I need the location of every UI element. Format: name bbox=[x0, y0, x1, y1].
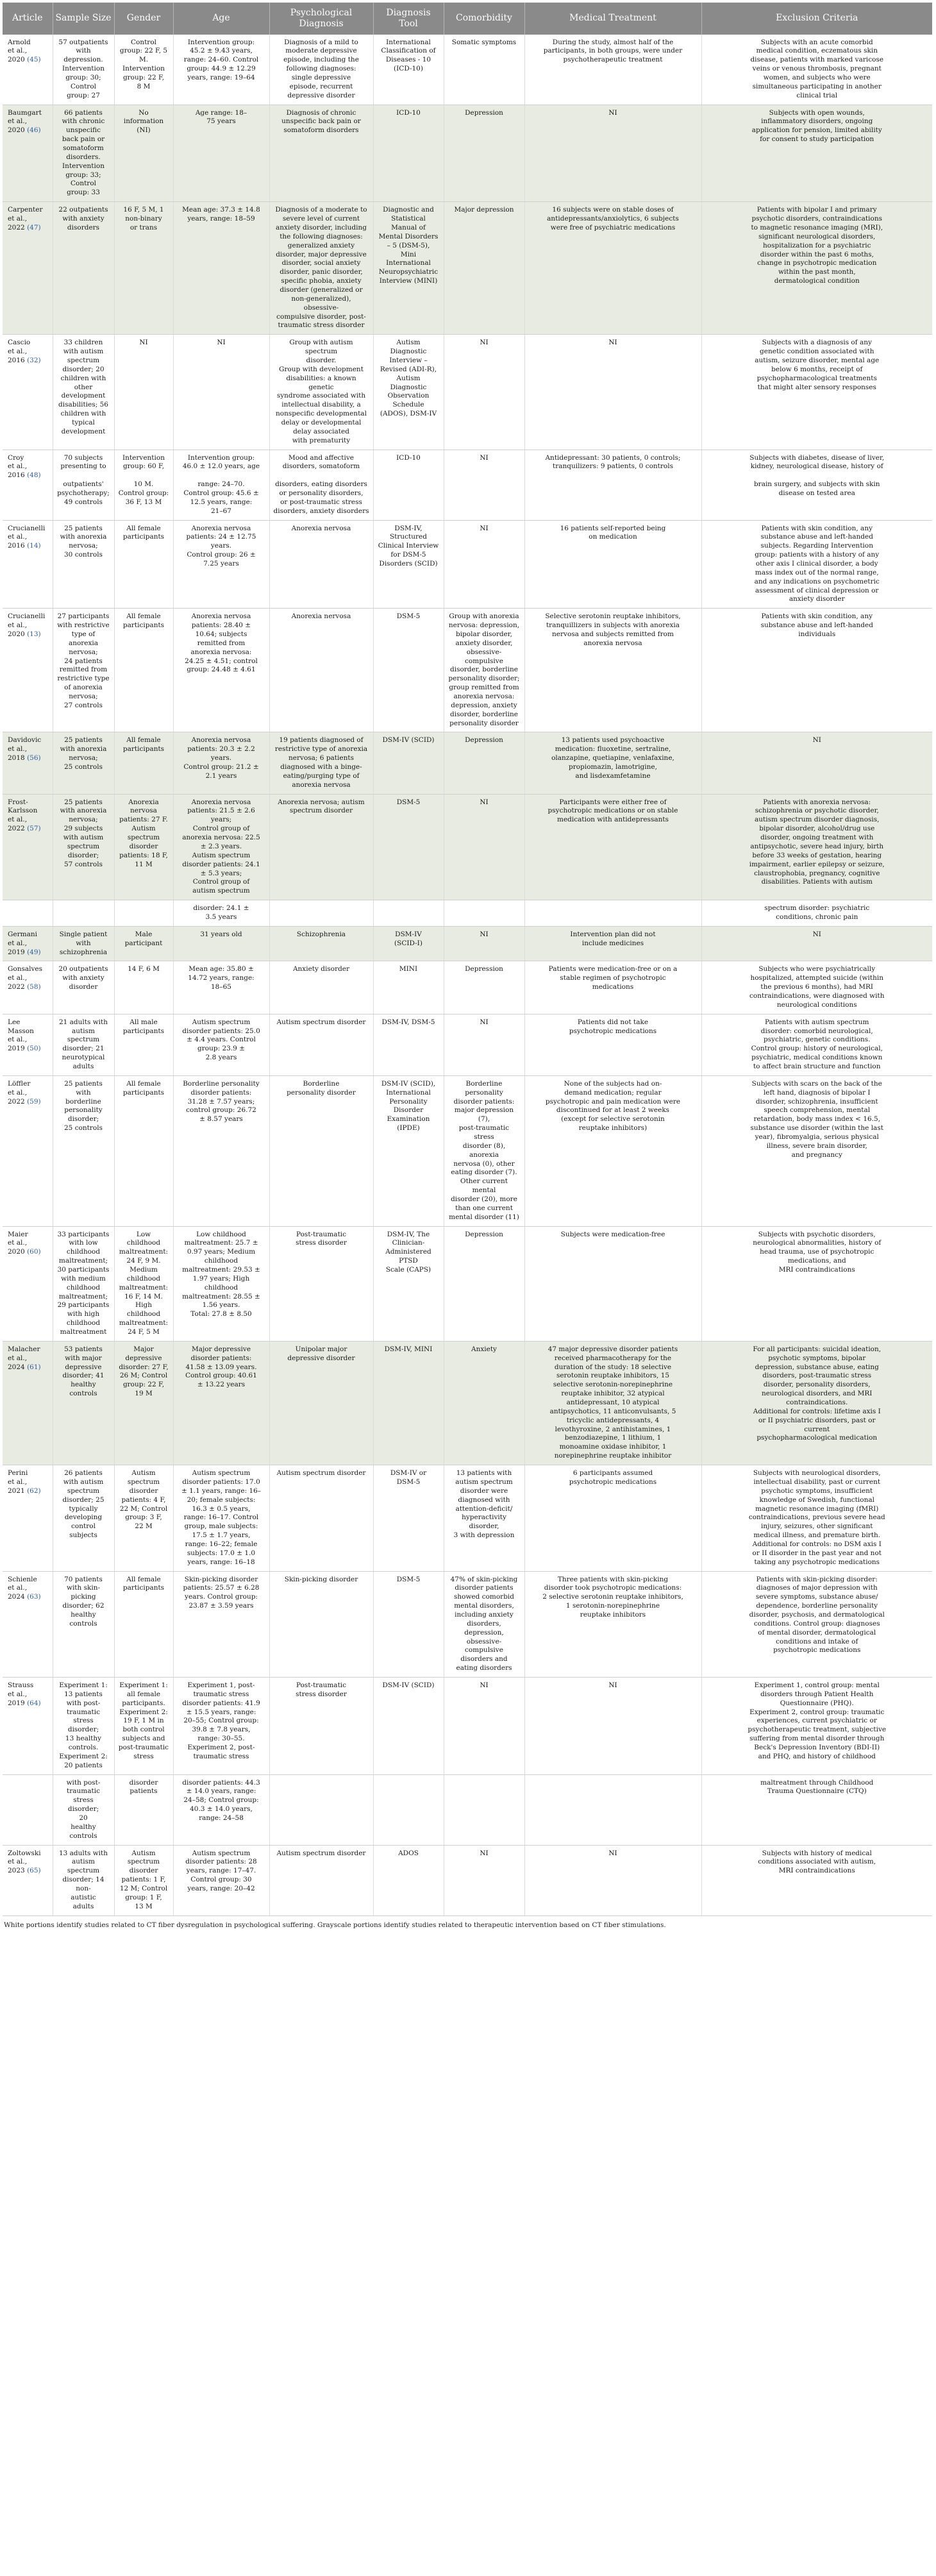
diagnosis-cell: Autism spectrum disorder bbox=[269, 1845, 373, 1915]
comorbidity-cell: Depression bbox=[444, 1226, 524, 1341]
diagnosis-cell: Group with autism spectrum disorder. Group with development disabilities: a known genetic syndrome associated with intellectual disability, a nonspecific developmental delay or developmental delay associated with prematurity bbox=[269, 335, 373, 450]
diagnosis-cell: Anorexia nervosa bbox=[269, 609, 373, 732]
gender-cell: All female participants bbox=[114, 1075, 173, 1226]
comorbidity-cell: Somatic symptoms bbox=[444, 35, 524, 105]
table-row bbox=[3, 202, 932, 335]
comorbidity-cell: NI bbox=[444, 520, 524, 609]
article-cell bbox=[3, 520, 53, 609]
age-cell: NI bbox=[173, 335, 269, 450]
diagnosis-tool-cell: DSM-5 bbox=[373, 609, 444, 732]
exclusion-criteria-cell: Experiment 1, control group: mental disorders through Patient Health Questionnaire (PHQ). Experiment 2, control group: traumatic experiences, current psychiatric or psychotherapeutic treatment, subjective suffering from mental disorder through Beck's Depression Inventory (BDI-II) and PHQ, and history of childhood bbox=[701, 1677, 932, 1774]
article-cell bbox=[3, 609, 53, 732]
age-cell: Skin-picking disorder patients: 25.57 ± 6.28 years. Control group: 23.87 ± 3.59 years bbox=[173, 1571, 269, 1677]
citation-link[interactable]: (48) bbox=[27, 471, 41, 480]
comorbidity-cell: Borderline personality disorder patients: major depression (7), post-traumatic stress disorder (8), anorexia nervosa (0), other eating disorder (7). Other current mental disorder (20), more than one current mental disorder (11) bbox=[444, 1075, 524, 1226]
diagnosis-tool-cell: ICD-10 bbox=[373, 105, 444, 202]
age-cell: disorder: 24.1 ± 3.5 years bbox=[173, 900, 269, 927]
exclusion-criteria-cell: NI bbox=[701, 732, 932, 794]
article-cell bbox=[3, 1341, 53, 1465]
exclusion-criteria-cell: Subjects with diabetes, disease of liver, kidney, neurological disease, history of brain surgery, and subjects with skin disease on tested area bbox=[701, 450, 932, 520]
exclusion-criteria-cell: Subjects with psychotic disorders, neurological abnormalities, history of head trauma, use of psychotropic medications, and MRI contraindications bbox=[701, 1226, 932, 1341]
gender-cell: Male participant bbox=[114, 926, 173, 961]
citation-link[interactable]: (63) bbox=[27, 1593, 41, 1601]
article-cell bbox=[3, 202, 53, 335]
exclusion-criteria-cell: spectrum disorder: psychiatric conditions, chronic pain bbox=[701, 900, 932, 927]
article-name: Arnold et al., 2020 bbox=[8, 38, 31, 64]
article-name: Frost- Karlsson et al., 2022 bbox=[8, 798, 38, 833]
table-header-row bbox=[3, 3, 932, 35]
article-name: Carpenter et al., 2022 bbox=[8, 206, 43, 232]
article-cell bbox=[3, 335, 53, 450]
column-header: Diagnosis Tool bbox=[373, 3, 444, 35]
citation-link[interactable]: (60) bbox=[27, 1248, 41, 1256]
sample-size-cell: 25 patients with borderline personality disorder; 25 controls bbox=[53, 1075, 114, 1226]
gender-cell: All male participants bbox=[114, 1014, 173, 1075]
diagnosis-cell: Schizophrenia bbox=[269, 926, 373, 961]
table-row bbox=[3, 335, 932, 450]
table-row bbox=[3, 794, 932, 900]
table-row bbox=[3, 1774, 932, 1845]
article-name: Perini et al., 2021 bbox=[8, 1469, 28, 1495]
citation-link[interactable]: (46) bbox=[27, 126, 41, 135]
article-cell bbox=[3, 900, 53, 927]
diagnosis-tool-cell: DSM-IV (SCID), International Personality Disorder Examination (IPDE) bbox=[373, 1075, 444, 1226]
exclusion-criteria-cell: Subjects with a diagnosis of any genetic condition associated with autism, seizure disorder, mental age below 6 months, receipt of psychopharmacological treatments that might alter sensory responses bbox=[701, 335, 932, 450]
age-cell: Low childhood maltreatment: 25.7 ± 0.97 years; Medium childhood maltreatment: 29.53 ± 1.97 years; High childhood maltreatment: 28.55 ± 1.56 years. Total: 27.8 ± 8.50 bbox=[173, 1226, 269, 1341]
diagnosis-tool-cell: Autism Diagnostic Interview – Revised (ADI-R), Autism Diagnostic Observation Schedule (ADOS), DSM-IV bbox=[373, 335, 444, 450]
citation-link[interactable]: (14) bbox=[27, 542, 41, 550]
diagnosis-cell: Autism spectrum disorder bbox=[269, 1465, 373, 1571]
comorbidity-cell: Group with anorexia nervosa: depression, bipolar disorder, anxiety disorder, obsessive-compulsive disorder, borderline personality disorder; group remitted from anorexia nervosa: depression, anxiety disorder, borderline personality disorder bbox=[444, 609, 524, 732]
article-name: Croy et al., 2016 bbox=[8, 453, 28, 480]
exclusion-criteria-cell: Patients with autism spectrum disorder: comorbid neurological, psychiatric, genetic conditions. Control group: history of neurological, psychiatric, medical conditions known to affect brain structure and function bbox=[701, 1014, 932, 1075]
comorbidity-cell: Depression bbox=[444, 961, 524, 1014]
exclusion-criteria-cell: Subjects with scars on the back of the left hand, diagnosis of bipolar I disorder, schizophrenia, insufficient speech comprehension, mental retardation, body mass index < 16.5, substance use disorder (within the last year), fibromyalgia, serious physical illness, severe brain disorder, and pregnancy bbox=[701, 1075, 932, 1226]
table-row bbox=[3, 961, 932, 1014]
table-row bbox=[3, 732, 932, 794]
column-header: Sample Size bbox=[53, 3, 114, 35]
sample-size-cell: 22 outpatients with anxiety disorders bbox=[53, 202, 114, 335]
table-row bbox=[3, 1845, 932, 1915]
table-body bbox=[3, 35, 932, 1916]
age-cell: Intervention group: 46.0 ± 12.0 years, age range: 24–70. Control group: 45.6 ± 12.5 years, range: 21–67 bbox=[173, 450, 269, 520]
exclusion-criteria-cell: Patients with skin condition, any substance abuse and left-handed subjects. Regarding Intervention group: patients with a history of any other axis I clinical disorder, a body mass index out of the normal range, and any indications on psychometric assessment of clinical depression or anxiety disorder bbox=[701, 520, 932, 609]
citation-link[interactable]: (57) bbox=[27, 825, 41, 833]
age-cell: Intervention group: 45.2 ± 9.43 years, range: 24–60. Control group: 44.9 ± 12.29 years, range: 19–64 bbox=[173, 35, 269, 105]
table-row bbox=[3, 1571, 932, 1677]
sample-size-cell: 25 patients with anorexia nervosa; 29 subjects with autism spectrum disorder; 57 controls bbox=[53, 794, 114, 900]
article-name: Strauss et al., 2019 bbox=[8, 1681, 34, 1707]
diagnosis-cell: Anxiety disorder bbox=[269, 961, 373, 1014]
gender-cell: disorder patients bbox=[114, 1774, 173, 1845]
comorbidity-cell: Major depression bbox=[444, 202, 524, 335]
table-row bbox=[3, 1014, 932, 1075]
article-cell bbox=[3, 1845, 53, 1915]
gender-cell: Autism spectrum disorder patients: 4 F, 22 M; Control group: 3 F, 22 M bbox=[114, 1465, 173, 1571]
diagnosis-tool-cell: ICD-10 bbox=[373, 450, 444, 520]
comorbidity-cell: Anxiety bbox=[444, 1341, 524, 1465]
medical-treatment-cell: NI bbox=[524, 1845, 701, 1915]
diagnosis-cell: Diagnosis of a moderate to severe level of current anxiety disorder, including the following diagnoses: generalized anxiety disorder, major depressive disorder, social anxiety disorder, panic disorder, specific phobia, anxiety disorder (generalized or non-generalized), obsessive- compulsive disorder, post- traumatic stress disorder bbox=[269, 202, 373, 335]
medical-treatment-cell: 13 patients used psychoactive medication: fluoxetine, sertraline, olanzapine, quetiapine, venlafaxine, propiomazin, lamotrigine, and lisdexamfetamine bbox=[524, 732, 701, 794]
article-name: Crucianelli et al., 2016 bbox=[8, 524, 46, 550]
article-name: Lee Masson et al., 2019 bbox=[8, 1018, 34, 1053]
column-header: Age bbox=[173, 3, 269, 35]
diagnosis-cell: Post-traumatic stress disorder bbox=[269, 1677, 373, 1774]
age-cell: Anorexia nervosa patients: 24 ± 12.75 years. Control group: 26 ± 7.25 years bbox=[173, 520, 269, 609]
citation-link[interactable]: (58) bbox=[27, 983, 41, 991]
sample-size-cell: 53 patients with major depressive disorder; 41 healthy controls bbox=[53, 1341, 114, 1465]
table-container bbox=[3, 3, 932, 1929]
diagnosis-tool-cell: DSM-IV or DSM-5 bbox=[373, 1465, 444, 1571]
comorbidity-cell: Depression bbox=[444, 732, 524, 794]
comorbidity-cell: 13 patients with autism spectrum disorder were diagnosed with attention-deficit/ hyperactivity disorder, 3 with depression bbox=[444, 1465, 524, 1571]
medical-treatment-cell: Antidepressant: 30 patients, 0 controls; tranquilizers: 9 patients, 0 controls bbox=[524, 450, 701, 520]
article-cell bbox=[3, 961, 53, 1014]
column-header: Article bbox=[3, 3, 53, 35]
diagnosis-tool-cell: DSM-IV, The Clinician- Administered PTSD Scale (CAPS) bbox=[373, 1226, 444, 1341]
article-cell bbox=[3, 794, 53, 900]
article-name: Löffler et al., 2022 bbox=[8, 1079, 31, 1106]
article-name: Davidovic et al., 2018 bbox=[8, 736, 42, 762]
comorbidity-cell: NI bbox=[444, 450, 524, 520]
comorbidity-cell: 47% of skin-picking disorder patients showed comorbid mental disorders, including anxiety disorders, depression, obsessive-compulsive disorders and eating disorders bbox=[444, 1571, 524, 1677]
age-cell: Autism spectrum disorder patients: 25.0 ± 4.4 years. Control group: 23.9 ± 2.8 years bbox=[173, 1014, 269, 1075]
article-cell bbox=[3, 926, 53, 961]
article-cell bbox=[3, 1571, 53, 1677]
citation-link[interactable]: (47) bbox=[27, 223, 41, 232]
medical-treatment-cell: Intervention plan did not include medicines bbox=[524, 926, 701, 961]
citation-link[interactable]: (32) bbox=[27, 356, 41, 364]
citation-link[interactable]: (65) bbox=[27, 1867, 41, 1875]
diagnosis-tool-cell: International Classification of Diseases - 10 (ICD-10) bbox=[373, 35, 444, 105]
medical-treatment-cell: Selective serotonin reuptake inhibitors, tranquillizers in subjects with anorexia nervosa and subjects remitted from anorexia nervosa bbox=[524, 609, 701, 732]
medical-treatment-cell: None of the subjects had on- demand medication; regular psychotropic and pain medication were discontinued for at least 2 weeks (except for selective serotonin reuptake inhibitors) bbox=[524, 1075, 701, 1226]
age-cell: Anorexia nervosa patients: 20.3 ± 2.2 years. Control group: 21.2 ± 2.1 years bbox=[173, 732, 269, 794]
exclusion-criteria-cell: Patients with skin condition, any substance abuse and left-handed individuals bbox=[701, 609, 932, 732]
article-cell bbox=[3, 1075, 53, 1226]
medical-treatment-cell: Subjects were medication-free bbox=[524, 1226, 701, 1341]
table-row bbox=[3, 1075, 932, 1226]
studies-table bbox=[3, 3, 932, 1916]
sample-size-cell bbox=[53, 900, 114, 927]
citation-link[interactable]: (50) bbox=[27, 1045, 41, 1053]
article-name: Cascio et al., 2016 bbox=[8, 339, 31, 364]
table-row bbox=[3, 609, 932, 732]
diagnosis-tool-cell: DSM-5 bbox=[373, 794, 444, 900]
diagnosis-tool-cell: MINI bbox=[373, 961, 444, 1014]
age-cell: disorder patients: 44.3 ± 14.0 years, range: 24–58; Control group: 40.3 ± 14.0 years, range: 24–58 bbox=[173, 1774, 269, 1845]
comorbidity-cell bbox=[444, 1774, 524, 1845]
exclusion-criteria-cell: For all participants: suicidal ideation, psychotic symptoms, bipolar depression, substance abuse, eating disorders, post-traumatic stress disorder, personality disorders, neurological disorders, and MRI contraindications. Additional for controls: lifetime axis I or II psychiatric disorders, past or current psychopharmacological medication bbox=[701, 1341, 932, 1465]
sample-size-cell: 27 participants with restrictive type of anorexia nervosa; 24 patients remitted from restrictive type of anorexia nervosa; 27 controls bbox=[53, 609, 114, 732]
exclusion-criteria-cell: Subjects with open wounds, inflammatory disorders, ongoing application for pension, limited ability for consent to study participation bbox=[701, 105, 932, 202]
article-name: Schienle et al., 2024 bbox=[8, 1575, 37, 1601]
gender-cell: No information (NI) bbox=[114, 105, 173, 202]
diagnosis-cell: Autism spectrum disorder bbox=[269, 1014, 373, 1075]
sample-size-cell: Single patient with schizophrenia bbox=[53, 926, 114, 961]
diagnosis-cell: Unipolar major depressive disorder bbox=[269, 1341, 373, 1465]
comorbidity-cell: NI bbox=[444, 794, 524, 900]
medical-treatment-cell: 6 participants assumed psychotropic medications bbox=[524, 1465, 701, 1571]
exclusion-criteria-cell: Subjects with neurological disorders, intellectual disability, past or current psychotic symptoms, insufficient knowledge of Swedish, functional magnetic resonance imaging (fMRI) contraindications, previous severe head injury, seizures, other significant medical illness, and premature birth. Additional for controls: no DSM axis I or II disorder in the past year and not taking any psychotropic medications bbox=[701, 1465, 932, 1571]
exclusion-criteria-cell: NI bbox=[701, 926, 932, 961]
age-cell: Experiment 1, post- traumatic stress disorder patients: 41.9 ± 15.5 years, range: 20–55; Control group: 39.8 ± 7.8 years, range: 30–55. Experiment 2, post- traumatic stress bbox=[173, 1677, 269, 1774]
medical-treatment-cell bbox=[524, 900, 701, 927]
article-cell bbox=[3, 1677, 53, 1774]
diagnosis-tool-cell: DSM-5 bbox=[373, 1571, 444, 1677]
age-cell: Mean age: 37.3 ± 14.8 years, range: 18–59 bbox=[173, 202, 269, 335]
gender-cell: All female participants bbox=[114, 732, 173, 794]
diagnosis-tool-cell: ADOS bbox=[373, 1845, 444, 1915]
table-row bbox=[3, 1465, 932, 1571]
diagnosis-cell: Diagnosis of a mild to moderate depressive episode, including the following diagnoses: single depressive episode, recurrent depressive disorder bbox=[269, 35, 373, 105]
table-row bbox=[3, 900, 932, 927]
comorbidity-cell: NI bbox=[444, 1677, 524, 1774]
age-cell: 31 years old bbox=[173, 926, 269, 961]
diagnosis-tool-cell: DSM-IV, MINI bbox=[373, 1341, 444, 1465]
gender-cell: Major depressive disorder: 27 F, 26 M; Control group: 22 F, 19 M bbox=[114, 1341, 173, 1465]
article-cell bbox=[3, 35, 53, 105]
article-cell bbox=[3, 1465, 53, 1571]
medical-treatment-cell: NI bbox=[524, 335, 701, 450]
table-row bbox=[3, 105, 932, 202]
sample-size-cell: 20 outpatients with anxiety disorder bbox=[53, 961, 114, 1014]
citation-link[interactable]: (45) bbox=[27, 56, 41, 64]
age-cell: Autism spectrum disorder patients: 17.0 ± 1.1 years, range: 16– 20; female subjects: 16.3 ± 0.5 years, range: 16–17. Control group, male subjects: 17.5 ± 1.7 years, range: 16–22; female subjects: 17.0 ± 1.0 years, range: 16–18 bbox=[173, 1465, 269, 1571]
gender-cell: All female participants bbox=[114, 520, 173, 609]
table-row bbox=[3, 35, 932, 105]
comorbidity-cell: Depression bbox=[444, 105, 524, 202]
age-cell: Borderline personality disorder patients: 31.28 ± 7.57 years; control group: 26.72 ± 8.57 years bbox=[173, 1075, 269, 1226]
gender-cell bbox=[114, 900, 173, 927]
citation-link[interactable]: (59) bbox=[27, 1097, 41, 1106]
comorbidity-cell: NI bbox=[444, 926, 524, 961]
diagnosis-cell: 19 patients diagnosed of restrictive type of anorexia nervosa; 6 patients diagnosed with a binge- eating/purging type of anorexia nervosa bbox=[269, 732, 373, 794]
age-cell: Anorexia nervosa patients: 28.40 ± 10.64; subjects remitted from anorexia nervosa: 24.25 ± 4.51; control group: 24.48 ± 4.61 bbox=[173, 609, 269, 732]
diagnosis-tool-cell: DSM-IV (SCID) bbox=[373, 1677, 444, 1774]
diagnosis-cell: Anorexia nervosa; autism spectrum disorder bbox=[269, 794, 373, 900]
exclusion-criteria-cell: Subjects with history of medical conditions associated with autism, MRI contraindications bbox=[701, 1845, 932, 1915]
sample-size-cell: 33 children with autism spectrum disorder; 20 children with other development disabilities; 56 children with typical development bbox=[53, 335, 114, 450]
diagnosis-cell bbox=[269, 1774, 373, 1845]
sample-size-cell: 25 patients with anorexia nervosa; 25 controls bbox=[53, 732, 114, 794]
diagnosis-tool-cell: DSM-IV, DSM-5 bbox=[373, 1014, 444, 1075]
article-cell bbox=[3, 105, 53, 202]
column-header: Psychological Diagnosis bbox=[269, 3, 373, 35]
medical-treatment-cell: Patients did not take psychotropic medications bbox=[524, 1014, 701, 1075]
age-cell: Autism spectrum disorder patients: 28 years, range: 17–47. Control group: 30 years, range: 20–42 bbox=[173, 1845, 269, 1915]
column-header: Comorbidity bbox=[444, 3, 524, 35]
diagnosis-tool-cell: DSM-IV, Structured Clinical Interview for DSM-5 Disorders (SCID) bbox=[373, 520, 444, 609]
article-name: Maier et al., 2020 bbox=[8, 1230, 28, 1256]
diagnosis-cell: Diagnosis of chronic unspecific back pain or somatoform disorders bbox=[269, 105, 373, 202]
article-name: Gonsalves et al., 2022 bbox=[8, 965, 43, 991]
medical-treatment-cell: Three patients with skin-picking disorder took psychotropic medications: 2 selective serotonin reuptake inhibitors, 1 serotonin-norepinephrine reuptake inhibitors bbox=[524, 1571, 701, 1677]
exclusion-criteria-cell: Subjects with an acute comorbid medical condition, eczematous skin disease, patients with marked varicose veins or venous thrombosis, pregnant women, and subjects who were simultaneous participating in another clinical trial bbox=[701, 35, 932, 105]
sample-size-cell: 66 patients with chronic unspecific back pain or somatoform disorders. Intervention group: 33; Control group: 33 bbox=[53, 105, 114, 202]
gender-cell: Anorexia nervosa patients: 27 F. Autism spectrum disorder patients: 18 F, 11 M bbox=[114, 794, 173, 900]
table-row bbox=[3, 520, 932, 609]
sample-size-cell: Experiment 1: 13 patients with post- traumatic stress disorder; 13 healthy controls. Experiment 2: 20 patients bbox=[53, 1677, 114, 1774]
diagnosis-tool-cell bbox=[373, 900, 444, 927]
sample-size-cell: 57 outpatients with depression. Intervention group: 30; Control group: 27 bbox=[53, 35, 114, 105]
article-name: Baumgart et al., 2020 bbox=[8, 108, 42, 135]
table-row bbox=[3, 926, 932, 961]
age-cell: Anorexia nervosa patients: 21.5 ± 2.6 years; Control group of anorexia nervosa: 22.5 ± 2.3 years. Autism spectrum disorder patients: 24.1 ± 5.3 years; Control group of autism spectrum bbox=[173, 794, 269, 900]
diagnosis-tool-cell bbox=[373, 1774, 444, 1845]
article-name: Germani et al., 2019 bbox=[8, 930, 37, 956]
diagnosis-tool-cell: Diagnostic and Statistical Manual of Mental Disorders – 5 (DSM-5), Mini International Neuropsychiatric Interview (MINI) bbox=[373, 202, 444, 335]
medical-treatment-cell: 16 subjects were on stable doses of antidepressants/anxiolytics, 6 subjects were free of psychiatric medications bbox=[524, 202, 701, 335]
sample-size-cell: 70 patients with skin- picking disorder; 62 healthy controls bbox=[53, 1571, 114, 1677]
table-footnote: White portions identify studies related to CT fiber dysregulation in psychological suffering. Grayscale portions identify studies related to therapeutic intervention based on CT fiber stimulations. bbox=[4, 1921, 666, 1929]
diagnosis-cell: Skin-picking disorder bbox=[269, 1571, 373, 1677]
column-header: Gender bbox=[114, 3, 173, 35]
medical-treatment-cell: During the study, almost half of the participants, in both groups, were under psychotherapeutic treatment bbox=[524, 35, 701, 105]
sample-size-cell: 33 participants with low childhood maltreatment; 30 participants with medium childhood maltreatment; 29 participants with high childhood maltreatment bbox=[53, 1226, 114, 1341]
table-row bbox=[3, 1341, 932, 1465]
medical-treatment-cell bbox=[524, 1774, 701, 1845]
article-cell bbox=[3, 450, 53, 520]
citation-link[interactable]: (13) bbox=[27, 630, 41, 639]
sample-size-cell: 26 patients with autism spectrum disorder; 25 typically developing control subjects bbox=[53, 1465, 114, 1571]
sample-size-cell: 21 adults with autism spectrum disorder; 21 neurotypical adults bbox=[53, 1014, 114, 1075]
sample-size-cell: 13 adults with autism spectrum disorder; 14 non- autistic adults bbox=[53, 1845, 114, 1915]
article-cell bbox=[3, 1226, 53, 1341]
comorbidity-cell: NI bbox=[444, 1845, 524, 1915]
medical-treatment-cell: NI bbox=[524, 1677, 701, 1774]
diagnosis-cell: Anorexia nervosa bbox=[269, 520, 373, 609]
diagnosis-cell: Mood and affective disorders, somatoform disorders, eating disorders or personality disorders, or post-traumatic stress disorders, anxiety disorders bbox=[269, 450, 373, 520]
exclusion-criteria-cell: Patients with anorexia nervosa: schizophrenia or psychotic disorder, autism spectrum disorder diagnosis, bipolar disorder, alcohol/drug use disorder, ongoing treatment with antipsychotic, severe head injury, birth before 33 weeks of gestation, hearing impairment, earlier epilepsy or seizure, claustrophobia, pregnancy, cognitive disabilities. Patients with autism bbox=[701, 794, 932, 900]
gender-cell: NI bbox=[114, 335, 173, 450]
article-cell bbox=[3, 1014, 53, 1075]
citation-link[interactable]: (64) bbox=[27, 1699, 41, 1707]
medical-treatment-cell: Participants were either free of psychotropic medications or on stable medication with antidepressants bbox=[524, 794, 701, 900]
gender-cell: Low childhood maltreatment: 24 F, 9 M. Medium childhood maltreatment: 16 F, 14 M. High childhood maltreatment: 24 F, 5 M bbox=[114, 1226, 173, 1341]
medical-treatment-cell: 16 patients self-reported being on medication bbox=[524, 520, 701, 609]
sample-size-cell: with post- traumatic stress disorder; 20 healthy controls bbox=[53, 1774, 114, 1845]
article-name: Malacher et al., 2024 bbox=[8, 1345, 40, 1371]
gender-cell: Autism spectrum disorder patients: 1 F, 12 M; Control group: 1 F, 13 M bbox=[114, 1845, 173, 1915]
article-name: Crucianelli et al., 2020 bbox=[8, 612, 46, 639]
medical-treatment-cell: Patients were medication-free or on a stable regimen of psychotropic medications bbox=[524, 961, 701, 1014]
exclusion-criteria-cell: Patients with bipolar I and primary psychotic disorders, contraindications to magnetic resonance imaging (MRI), significant neurological disorders, hospitalization for a psychiatric disorder within the past 6 moths, change in psychotropic medication within the past month, dermatological condition bbox=[701, 202, 932, 335]
diagnosis-tool-cell: DSM-IV (SCID) bbox=[373, 732, 444, 794]
comorbidity-cell: NI bbox=[444, 335, 524, 450]
diagnosis-cell: Borderline personality disorder bbox=[269, 1075, 373, 1226]
gender-cell: All female participants bbox=[114, 1571, 173, 1677]
citation-link[interactable]: (61) bbox=[27, 1363, 41, 1371]
exclusion-criteria-cell: Patients with skin-picking disorder: diagnoses of major depression with severe symptoms, substance abuse/ dependence, borderline personality disorder, psychosis, and dermatological conditions. Control group: diagnoses of mental disorder, dermatological conditions and intake of psychotropic medications bbox=[701, 1571, 932, 1677]
gender-cell: Experiment 1: all female participants. Experiment 2: 19 F, 1 M in both control subjects and post-traumatic stress bbox=[114, 1677, 173, 1774]
medical-treatment-cell: NI bbox=[524, 105, 701, 202]
comorbidity-cell bbox=[444, 900, 524, 927]
article-cell bbox=[3, 732, 53, 794]
column-header: Medical Treatment bbox=[524, 3, 701, 35]
gender-cell: All female participants bbox=[114, 609, 173, 732]
comorbidity-cell: NI bbox=[444, 1014, 524, 1075]
exclusion-criteria-cell: maltreatment through Childhood Trauma Questionnaire (CTQ) bbox=[701, 1774, 932, 1845]
age-cell: Age range: 18– 75 years bbox=[173, 105, 269, 202]
article-name: Zoltowski et al., 2023 bbox=[8, 1849, 41, 1875]
citation-link[interactable]: (62) bbox=[27, 1486, 41, 1495]
gender-cell: 14 F, 6 M bbox=[114, 961, 173, 1014]
table-row bbox=[3, 450, 932, 520]
column-header: Exclusion Criteria bbox=[701, 3, 932, 35]
table-row bbox=[3, 1677, 932, 1774]
medical-treatment-cell: 47 major depressive disorder patients received pharmacotherapy for the duration of the study: 18 selective serotonin reuptake inhibitors, 15 selective serotonin-norepinephrine reuptake inhibitor, 32 atypical antidepressant, 10 atypical antipsychotics, 11 anticonvulsants, 5 tricyclic antidepressants, 4 levothyroxine, 2 antihistamines, 1 benzodiazepine, 1 lithium, 1 monoamine oxidase inhibitor, 1 norepinephrine reuptake inhibitor bbox=[524, 1341, 701, 1465]
diagnosis-cell: Post-traumatic stress disorder bbox=[269, 1226, 373, 1341]
diagnosis-cell bbox=[269, 900, 373, 927]
exclusion-criteria-cell: Subjects who were psychiatrically hospitalized, attempted suicide (within the previous 6 months), had MRI contraindications, were diagnosed with neurological conditions bbox=[701, 961, 932, 1014]
diagnosis-tool-cell: DSM-IV (SCID-I) bbox=[373, 926, 444, 961]
age-cell: Mean age: 35.80 ± 14.72 years, range: 18–65 bbox=[173, 961, 269, 1014]
article-cell bbox=[3, 1774, 53, 1845]
sample-size-cell: 70 subjects presenting to outpatients' psychotherapy; 49 controls bbox=[53, 450, 114, 520]
gender-cell: 16 F, 5 M, 1 non-binary or trans bbox=[114, 202, 173, 335]
sample-size-cell: 25 patients with anorexia nervosa; 30 controls bbox=[53, 520, 114, 609]
table-row bbox=[3, 1226, 932, 1341]
citation-link[interactable]: (56) bbox=[27, 754, 41, 762]
gender-cell: Intervention group: 60 F, 10 M. Control group: 36 F, 13 M bbox=[114, 450, 173, 520]
gender-cell: Control group: 22 F, 5 M. Intervention group: 22 F, 8 M bbox=[114, 35, 173, 105]
citation-link[interactable]: (49) bbox=[27, 948, 41, 956]
age-cell: Major depressive disorder patients: 41.58 ± 13.09 years. Control group: 40.61 ± 13.22 years bbox=[173, 1341, 269, 1465]
